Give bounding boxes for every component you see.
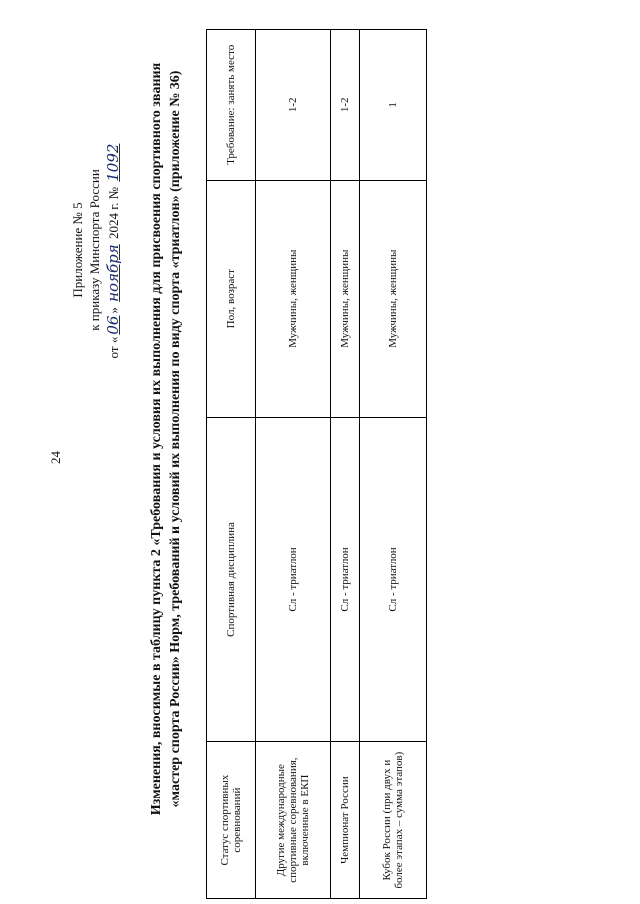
handwritten-order-number: 1092	[103, 143, 122, 182]
cell-status: Чемпионат России	[331, 742, 360, 899]
cell-gender-age: Мужчины, женщины	[360, 180, 427, 417]
header-discipline: Спортивная дисциплина	[207, 417, 256, 742]
cell-status: Кубок России (при двух и более этапах – сумма этапов)	[360, 742, 427, 899]
cell-gender-age: Мужчины, женщины	[256, 180, 331, 417]
cell-status: Другие международные спортивные соревнования, включенные в ЕКП	[256, 742, 331, 899]
year-label: 2024 г. №	[105, 187, 121, 240]
table-header-row	[207, 30, 256, 899]
cell-requirement: 1-2	[256, 30, 331, 181]
date-prefix: от «	[105, 336, 121, 359]
cell-gender-age: Мужчины, женщины	[331, 180, 360, 417]
header-requirement: Требование: занять место	[207, 30, 256, 181]
cell-requirement: 1	[360, 30, 427, 181]
order-date-line	[104, 70, 124, 430]
table-row	[331, 30, 360, 899]
requirements-table	[206, 29, 427, 899]
appendix-header	[70, 70, 123, 430]
cell-discipline: Сл - триатлон	[331, 417, 360, 742]
header-gender-age: Пол, возраст	[207, 180, 256, 417]
cell-requirement: 1-2	[331, 30, 360, 181]
appendix-title: Приложение № 5	[70, 202, 85, 298]
title-line-1: Изменения, вносимые в таблицу пункта 2 «Требования и условия их выполнения для присвоения спортивного звания	[149, 62, 164, 816]
page-number: 24	[48, 451, 63, 464]
table-row	[360, 30, 427, 899]
document-title	[148, 14, 186, 864]
title-line-2: «мастер спорта России» Норм, требований и условий их выполнения по виду спорта «триатлон» (приложение № 36)	[167, 70, 183, 808]
cell-discipline: Сл - триатлон	[360, 417, 427, 742]
handwritten-month: ноября	[103, 244, 122, 302]
table-row	[256, 30, 331, 899]
date-quote: »	[105, 307, 121, 314]
header-status: Статус спортивных соревнований	[207, 742, 256, 899]
handwritten-day: 06	[103, 315, 122, 335]
cell-discipline: Сл - триатлон	[256, 417, 331, 742]
order-reference: к приказу Минспорта России	[86, 169, 102, 331]
